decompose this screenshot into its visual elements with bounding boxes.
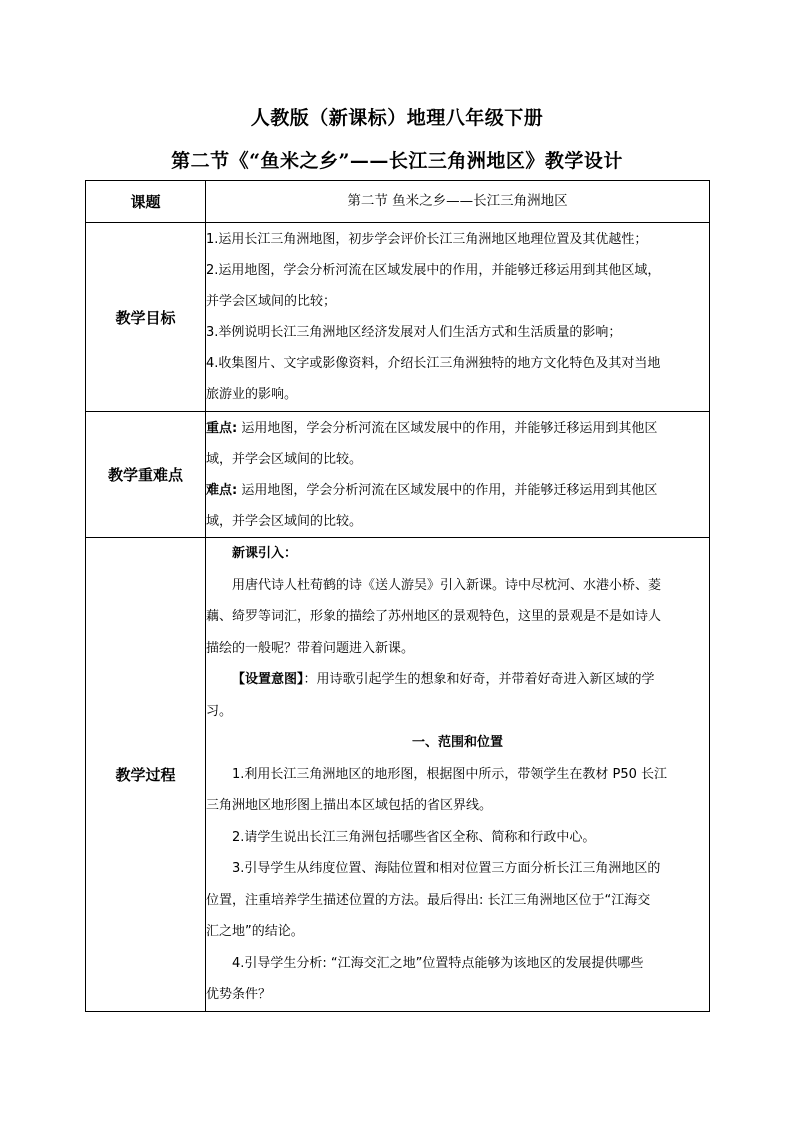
objective-line: 1.运用长江三角洲地图，初步学会评价长江三角洲地区地理位置及其优越性；	[206, 232, 648, 247]
step-line: 2.请学生说出长江三角洲包括哪些省区全称、简称和行政中心。	[232, 829, 596, 845]
intro-heading: 新课引入：	[232, 546, 298, 561]
intro-line: 描绘的一般呢？带着问题进入新课。	[206, 640, 415, 656]
key-point-line	[206, 413, 709, 444]
section-heading: 一、范围和位置	[411, 735, 503, 750]
step-line: 优势条件？	[206, 987, 272, 1002]
lesson-plan-table	[85, 180, 710, 1012]
key-point-text: 运用地图，学会分析河流在区域发展中的作用，并能够迁移运用到其他区	[237, 420, 658, 436]
objective-line: 3.举例说明长江三角洲地区经济发展对人们生活方式和生活质量的影响；	[206, 325, 622, 340]
table-row-process	[86, 538, 710, 1012]
table-row-objectives	[86, 223, 710, 412]
key-points-content	[206, 412, 710, 538]
process-content	[206, 538, 710, 1012]
objective-line: 4.收集图片、文字或影像资料，介绍长江三角洲独特的地方文化特色及其对当地	[206, 356, 661, 371]
step-line: 汇之地”的结论。	[206, 924, 304, 939]
intent-line	[206, 664, 709, 696]
difficult-point-text: 运用地图，学会分析河流在区域发展中的作用，并能够迁移运用到其他区	[237, 482, 658, 498]
step-line: 1.利用长江三角洲地区的地形图，根据图中所示，带领学生在教材 P50 长江	[232, 766, 668, 782]
intent-text: ：用诗歌引起学生的想象和好奇，并带着好奇进入新区域的学	[303, 672, 655, 687]
intro-line: 藕、绮罗等词汇，形象的描绘了苏州地区的景观特色，这里的景观是不是如诗人	[206, 609, 662, 624]
difficult-point-label: 难点:	[206, 482, 238, 498]
table-row-topic	[86, 181, 710, 223]
intent-label: 【设置意图】	[232, 672, 304, 687]
topic-value: 第二节 鱼米之乡——长江三角洲地区	[206, 181, 710, 223]
process-label: 教学过程	[86, 538, 206, 1012]
step-line: 位置，注重培养学生描述位置的方法。最后得出: 长江三角洲地区位于“江海交	[206, 892, 651, 908]
step-line: 3.引导学生从纬度位置、海陆位置和相对位置三方面分析长江三角洲地区的	[232, 861, 661, 876]
intro-line: 用唐代诗人杜荀鹤的诗《送人游吴》引入新课。诗中尽枕河、水港小桥、菱	[232, 577, 662, 593]
objective-line: 旅游业的影响。	[206, 387, 298, 402]
key-point-label: 重点:	[206, 420, 238, 436]
table-row-key-points	[86, 412, 710, 538]
intent-line: 习。	[206, 703, 233, 719]
objective-line: 2.运用地图，学会分析河流在区域发展中的作用，并能够迁移运用到其他区域，	[206, 263, 661, 278]
step-line: 三角洲地区地形图上描出本区域包括的省区界线。	[206, 798, 493, 813]
topic-label: 课题	[86, 181, 206, 223]
objectives-label: 教学目标	[86, 223, 206, 412]
difficult-point-line	[206, 475, 709, 506]
objective-line: 并学会区域间的比较；	[206, 294, 337, 309]
document-subtitle: 第二节《“鱼米之乡”——长江三角洲地区》教学设计	[171, 150, 623, 172]
difficult-point-line: 域，并学会区域间的比较。	[206, 513, 363, 529]
key-points-label: 教学重难点	[86, 412, 206, 538]
step-line: 4.引导学生分析: “江海交汇之地”位置特点能够为该地区的发展提供哪些	[232, 955, 644, 971]
objectives-content	[206, 223, 710, 412]
document-title: 人教版（新课标）地理八年级下册	[250, 107, 544, 129]
key-point-line: 域，并学会区域间的比较。	[206, 451, 363, 467]
